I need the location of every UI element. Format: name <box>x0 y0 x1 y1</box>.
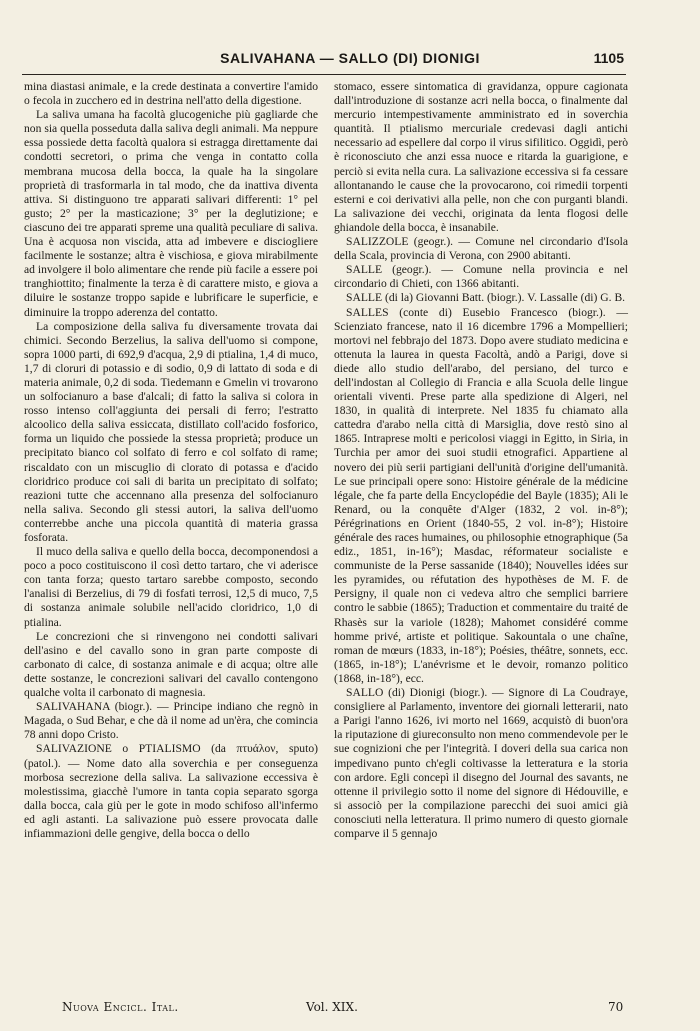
entry-salles: SALLES (conte di) Eusebio Francesco (biogr.). — Scienziato francese, nato il 16 dicembre 1796 a Mompellieri; mortovi nel febbrajo del 1873. Dopo avere studiato medicina e ottenuta la laurea in questa Facoltà, andò a Parigi, dove si diede allo studio dell'arabo, del persiano, del turco e dell'indostan al Collegio di Francia e alla Scuola delle lingue orientali viventi. Prese parte alla spedizione di Algeri, nel 1830, in qualità di interprete. Nel 1835 fu chiamato alla cattedra d'arabo nella città di Marsiglia, dove restò sino al 1865. Intraprese molti e pericolosi viaggi in Egitto, in Siria, in Turchia per amor dei suoi studii etnografici. Appartiene al novero dei più serii partigiani dell'unità d'origine dell'umanità. Le sue principali opere sono: Histoire générale de la médicine légale, che fa parte della Encyclopédie del Bayle (1835); Ali le Renard, ou la conquête d'Alger (1832, 2 vol. in-8°); Pérégrinations en Orient (1840-55, 2 vol. in-8°); Histoire générale des races humaines, ou philosophie etnographique (5a ediz., 1851, in-16°); Masdac, réformateur socialiste e communiste de la Perse sassanide (1840); Nouvelles idées sur les pyramides, ou réfutation des hypothèses de M. F. de Persigny, il quale non ci vedeva altro che semplici barriere contro le sabbie (1865); Traduction et commentaire du traité de Rhasès sur la variole (1828); Mahomet considéré comme homme privé, artiste et politique. Sakountala o une chaîne, roman de mœurs (1833, in-18°); Poésies, théâtre, sonnets, ecc. (1865, in-18°); L'anévrisme et le devoir, romanzo politico (1868, in-18°), ecc. <box>334 305 628 685</box>
right-column <box>334 80 628 841</box>
header-rule <box>22 74 626 75</box>
paragraph: stomaco, essere sintomatica di gravidanza, oppure cagionata dall'introduzione di sostanze acri nella bocca, o finalmente dal mercurio intempestivamente amministrato ed in soverchia quantità. Il ptialismo mercuriale credevasi dagli antichi necessario ad espellere dal corpo il virus sifilitico. Oggidì, però è riconosciuto che anzi essa nuoce e ritarda la guarigione, e perciò si evita nella cura. La salivazione eccessiva si fa cessare allontanando le cause che la provocarono, coi rimedii torpenti esterni e coi derivativi alla pelle, non che con purganti blandi. La salivazione dei vecchi, originata da lenta flogosi delle ghiandole della bocca, è insanabile. <box>334 80 628 234</box>
entry-salivazione: SALIVAZIONE o PTIALISMO (da πτυάλον, sputo) (patol.). — Nome dato alla soverchia e per conseguenza morbosa secrezione della saliva. La salivazione eccessiva è molestissima, giacchè l'umore in tanta copia separato sgorga dalla bocca, cala giù per le gote in modo schifoso all'infermo ed agli astanti. La salivazione può essere provocata dalle infiammazioni delle gengive, della bocca o dello <box>24 742 318 840</box>
entry-salle-di-la: SALLE (di la) Giovanni Batt. (biogr.). V. Lassalle (di) G. B. <box>346 291 626 305</box>
left-column <box>24 80 318 841</box>
entry-salivahana: SALIVAHANA (biogr.). — Principe indiano che regnò in Magada, o Sud Behar, e che dà il nome ad un'èra, che comincia 78 anni dopo Cristo. <box>24 700 318 742</box>
paragraph: Le concrezioni che si rinvengono nei condotti salivari dell'asino e del cavallo sono in gran parte composte di carbonato di calce, di sostanza animale e di acqua; oltre alle dette sostanze, le concrezioni salivari del cavallo contengono qualche volta il carbonato di magnesia. <box>24 629 318 700</box>
paragraph: La saliva umana ha facoltà glucogeniche più gagliarde che non sia quella posseduta dalla saliva degli animali. Ma neppure essa possiede detta facoltà qualora si estragga direttamente dai condotti secretori, o prima che venga in contatto colla membrana mucosa della bocca, la quale ha la singolare proprietà di trasformarla in tal modo, che da inattiva diventa attiva. Si distinguono tre apparati salivari differenti: 1° pel gusto; 2° per la masticazione; 3° per la deglutizione; e ciascuno dei tre apparati spreme una qualità peculiare di saliva. Una è acquosa non viscida, atta ad imbevere e disciogliere facilmente le sostanze; altra è vischiosa, e giova mirabilmente ad involgere il bolo alimentare che rende più facile a essere poi tranghiottito; finalmente la terza è di carattere misto, e giova a diluire le sostanze troppo sapide e lubrificare le superficie, e diminuire la troppo aderenza del contatto. <box>24 108 318 319</box>
page-header <box>0 50 700 74</box>
paragraph: La composizione della saliva fu diversamente trovata dai chimici. Secondo Berzelius, la saliva dell'uomo si compone, sopra 1000 parti, di 692,9 d'acqua, 2,9 di ptialina, 1,4 di muco, 1,7 di cloruri di potassio e di sodio, 0,9 di lattato di soda e di materia animale, 0,2 di soda. Tiedemann e Gmelin vi trovarono un solfocianuro a base d'alcali; di fatto la saliva si colora in rosso intenso coll'aggiunta dei persali di ferro; l'estratto alcoolico della saliva essiccata, distillato coll'acido fosforico, forma un liquido che possiede la stessa proprietà; produce un precipitato bianco col solfato di ferro e col solfato di rame; riscaldato con un miscuglio di clorato di potassa e d'acido cloridrico produce coi sali di barita un precipitato di solfato; reazioni tutte che accennano alla presenza del solfocianuro nella saliva. Secondo gli stessi autori, la saliva dell'uomo conterrebbe anche una piccola quantità di materia grassa fosforata. <box>24 319 318 544</box>
paragraph: Il muco della saliva e quello della bocca, decomponendosi a poco a poco costituiscono il così detto tartaro, che vi aderisce con tanta forza; questo tartaro sarebbe composto, secondo l'analisi di Berzelius, di 79 di fosfati terrosi, 12,5 di muco, 7,5 di sostanza animale solubile nell'acido cloridrico, 1,0 di ptialina. <box>24 545 318 629</box>
page-number: 1105 <box>593 50 624 66</box>
page-footer <box>0 1000 700 1020</box>
entry-salizzole: SALIZZOLE (geogr.). — Comune nel circondario d'Isola della Scala, provincia di Verona, con 2900 abitanti. <box>334 235 628 263</box>
paragraph: mina diastasi animale, e la crede destinata a convertire l'amido o fecola in zucchero ed in destrina nell'atto della digestione. <box>24 80 318 108</box>
footer-signature: 70 <box>608 1000 624 1014</box>
footer-volume: Vol. XIX. <box>306 1000 358 1014</box>
entry-sallo: SALLO (di) Dionigi (biogr.). — Signore di La Coudraye, consigliere al Parlamento, inventore dei giornali letterarii, nato a Parigi l'anno 1626, ivi morto nel 1669, acquistò di buon'ora la riputazione di giureconsulto non meno commendevole per le sue cognizioni che per l'integrità. I doveri della sua carica non impedivano punto ch'egli coltivasse la letteratura e la storia con ardore. Egli concepì il disegno del Journal des savants, ne ottenne il privilegio sotto il nome del signore di Hédouville, e si associò per la compilazione parecchi dei suoi amici già conosciuti nella letteratura. Il primo numero di questo giornale comparve il 5 gennajo <box>334 686 628 840</box>
footer-publication: Nuova Encicl. Ital. <box>62 1000 179 1014</box>
entry-salle: SALLE (geogr.). — Comune nella provincia e nel circondario di Chieti, con 1366 abitanti. <box>334 263 628 291</box>
running-title: SALIVAHANA — SALLO (DI) DIONIGI <box>220 50 480 66</box>
